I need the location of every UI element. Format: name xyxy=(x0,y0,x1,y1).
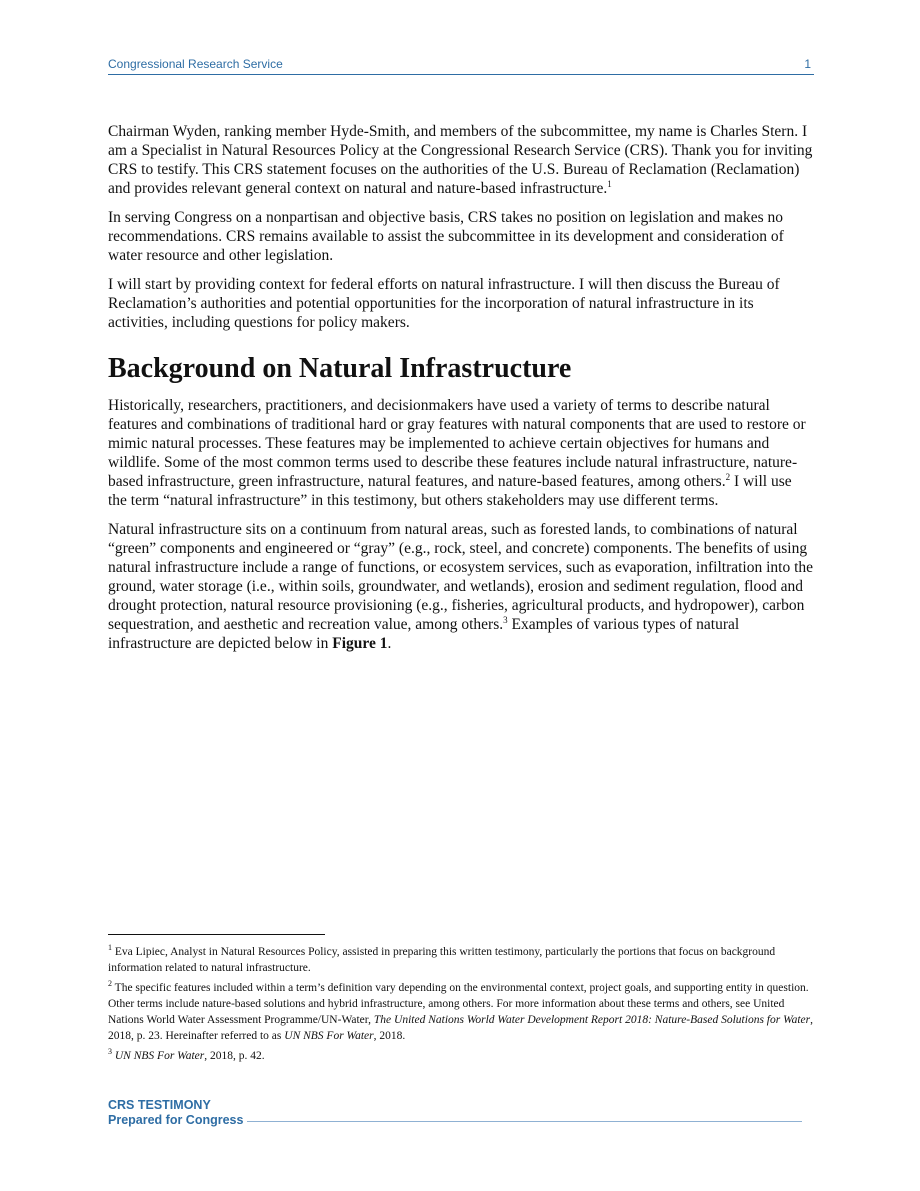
paragraph-text: . xyxy=(387,635,392,652)
section-heading: Background on Natural Infrastructure xyxy=(108,353,572,384)
paragraph-continuum xyxy=(108,520,814,653)
footer-sublabel: Prepared for Congress xyxy=(108,1113,244,1127)
short-title: UN NBS For Water xyxy=(284,1030,374,1042)
footnote-ref-2[interactable]: 2 xyxy=(725,471,731,482)
footnote-ref-3[interactable]: 3 xyxy=(503,614,508,625)
footnotes xyxy=(108,944,814,1068)
footnote-ref-1[interactable]: 1 xyxy=(607,178,612,189)
footnote-text: The specific features included within a term’s definition vary depending on the environmental context, project goals, and supporting entity in question. Other terms include nature-based solutions and hybrid infrastructure, among others. For more information about these terms and others, see United Nations World Water Assessment Programme/UN-Water, xyxy=(108,982,809,1026)
footer-label: CRS TESTIMONY xyxy=(108,1098,211,1112)
report-title: The United Nations World Water Development Report 2018: Nature-Based Solutions for Water xyxy=(373,1014,811,1026)
footnote-text: , 2018, p. 42. xyxy=(204,1050,265,1062)
main-content xyxy=(108,122,814,663)
paragraph-overview: I will start by providing context for federal efforts on natural infrastructure. I will then discuss the Bureau of Reclamation’s authorities and potential opportunities for the incorporation of natural infrastructure in its activities, including questions for policy makers. xyxy=(108,276,780,331)
footer-divider xyxy=(247,1121,802,1122)
paragraph-nonpartisan: In serving Congress on a nonpartisan and objective basis, CRS takes no position on legislation and makes no recommendations. CRS remains available to assist the subcommittee in its development and consideration of water resource and other legislation. xyxy=(108,209,784,264)
paragraph-text: Chairman Wyden, ranking member Hyde-Smith, and members of the subcommittee, my name is Charles Stern. I am a Specialist in Natural Resources Policy at the Congressional Research Service (CRS). Thank you for inviting CRS to testify. This CRS statement focuses on the authorities of the U.S. Bureau of Reclamation (Reclamation) and provides relevant general context on natural and nature-based infrastructure. xyxy=(108,123,813,197)
short-title: UN NBS For Water xyxy=(114,1050,205,1062)
figure-reference[interactable]: Figure 1 xyxy=(332,635,388,652)
header-title: Congressional Research Service xyxy=(108,57,283,71)
footer-row xyxy=(108,1113,802,1128)
footnote-divider xyxy=(108,934,325,935)
footnote-3 xyxy=(108,1048,814,1064)
footnote-number: 2 xyxy=(108,979,112,989)
page-footer xyxy=(108,1098,802,1128)
running-header xyxy=(108,56,814,75)
paragraph-terms xyxy=(108,396,814,510)
page-number: 1 xyxy=(804,57,811,71)
footnote-1 xyxy=(108,944,814,976)
footnote-text: , 2018. xyxy=(373,1030,406,1042)
footnote-2 xyxy=(108,980,814,1044)
paragraph-text: Natural infrastructure sits on a continuum from natural areas, such as forested lands, to combinations of natural “green” components and engineered or “gray” (e.g., rock, steel, and concrete) components. The benefits of using natural infrastructure include a range of functions, or ecosystem services, such as evaporation, infiltration into the ground, water storage (i.e., within soils, groundwater, and wetlands), erosion and sediment regulation, flood and drought protection, natural resource provisioning (e.g., fisheries, agricultural products, and hydropower), carbon sequestration, and aesthetic and recreation value, among others. xyxy=(108,521,814,633)
footnote-text: , 2018, p. 23. Hereinafter referred to as xyxy=(108,1014,814,1042)
footnote-text: Eva Lipiec, Analyst in Natural Resources Policy, assisted in preparing this written testimony, particularly the portions that focus on background information related to natural infrastructure. xyxy=(108,946,776,974)
footnote-number: 1 xyxy=(108,943,112,953)
paragraph-text: I will use the term “natural infrastructure” in this testimony, but others stakeholders may use different terms. xyxy=(108,473,792,509)
paragraph-text: Examples of various types of natural infrastructure are depicted below in xyxy=(108,616,740,652)
paragraph-intro xyxy=(108,122,814,198)
paragraph-text: Historically, researchers, practitioners, and decisionmakers have used a variety of terms to describe natural features and combinations of traditional hard or gray features with natural components that are used to restore or mimic natural processes. These features may be implemented to achieve certain objectives for humans and wildlife. Some of the most common terms used to describe these features include natural infrastructure, nature-based infrastructure, green infrastructure, natural features, and nature-based features, among others. xyxy=(108,397,806,490)
footnote-number: 3 xyxy=(108,1047,112,1057)
